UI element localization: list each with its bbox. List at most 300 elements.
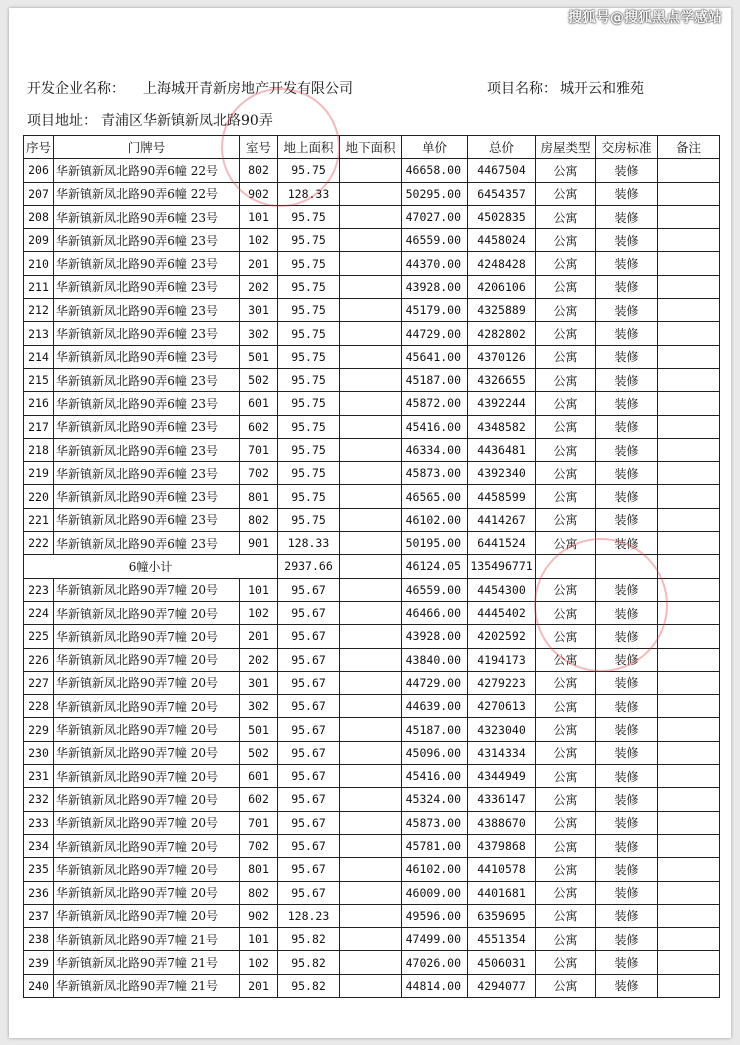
cell-under-area [340, 578, 402, 601]
cell-under-area [340, 299, 402, 322]
cell-type [536, 555, 596, 578]
cell-under-area [340, 438, 402, 461]
cell-total: 4392340 [468, 462, 536, 485]
cell-note [658, 485, 720, 508]
cell-price: 46559.00 [402, 229, 468, 252]
cell-type: 公寓 [536, 205, 596, 228]
cell-area: 95.67 [278, 881, 340, 904]
cell-no: 214 [24, 345, 54, 368]
cell-standard: 装修 [596, 485, 658, 508]
cell-standard: 装修 [596, 671, 658, 694]
cell-address: 华新镇新凤北路90弄7幢 20号 [54, 718, 240, 741]
cell-price: 44639.00 [402, 695, 468, 718]
header-no: 序号 [24, 136, 54, 159]
table-row [24, 508, 720, 531]
header-under-area: 地下面积 [340, 136, 402, 159]
cell-total: 4336147 [468, 788, 536, 811]
cell-note [658, 951, 720, 974]
cell-total: 4506031 [468, 951, 536, 974]
header-address: 门牌号 [54, 136, 240, 159]
cell-under-area [340, 904, 402, 927]
cell-room: 501 [240, 718, 278, 741]
cell-type: 公寓 [536, 671, 596, 694]
cell-type: 公寓 [536, 462, 596, 485]
cell-total: 4325889 [468, 299, 536, 322]
cell-area: 95.75 [278, 275, 340, 298]
cell-room: 701 [240, 811, 278, 834]
cell-standard: 装修 [596, 601, 658, 624]
cell-address: 华新镇新凤北路90弄7幢 21号 [54, 928, 240, 951]
cell-type: 公寓 [536, 974, 596, 997]
cell-note [658, 182, 720, 205]
cell-total: 4379868 [468, 834, 536, 857]
cell-no: 212 [24, 299, 54, 322]
cell-address: 华新镇新凤北路90弄6幢 23号 [54, 462, 240, 485]
cell-note [658, 462, 720, 485]
cell-total: 4445402 [468, 601, 536, 624]
cell-total: 4454300 [468, 578, 536, 601]
cell-standard: 装修 [596, 811, 658, 834]
cell-under-area [340, 625, 402, 648]
cell-type: 公寓 [536, 695, 596, 718]
table-row [24, 462, 720, 485]
table-row [24, 322, 720, 345]
cell-no: 207 [24, 182, 54, 205]
cell-room: 201 [240, 252, 278, 275]
cell-area: 95.75 [278, 368, 340, 391]
table-row [24, 205, 720, 228]
cell-standard [596, 555, 658, 578]
cell-area: 95.75 [278, 508, 340, 531]
cell-total: 4410578 [468, 858, 536, 881]
cell-type: 公寓 [536, 508, 596, 531]
cell-total: 4551354 [468, 928, 536, 951]
cell-price: 44814.00 [402, 974, 468, 997]
cell-under-area [340, 834, 402, 857]
cell-under-area [340, 462, 402, 485]
cell-total: 4194173 [468, 648, 536, 671]
table-row [24, 951, 720, 974]
cell-note [658, 718, 720, 741]
cell-total: 4282802 [468, 322, 536, 345]
cell-room: 902 [240, 904, 278, 927]
cell-area: 95.82 [278, 951, 340, 974]
cell-price: 50195.00 [402, 532, 468, 555]
cell-note [658, 788, 720, 811]
cell-note [658, 368, 720, 391]
cell-no: 227 [24, 671, 54, 694]
cell-address: 华新镇新凤北路90弄7幢 20号 [54, 601, 240, 624]
cell-room: 101 [240, 578, 278, 601]
table-row [24, 578, 720, 601]
cell-room: 601 [240, 392, 278, 415]
table-row [24, 671, 720, 694]
cell-room: 502 [240, 741, 278, 764]
cell-total: 4414267 [468, 508, 536, 531]
cell-note [658, 928, 720, 951]
cell-area: 128.23 [278, 904, 340, 927]
cell-no: 237 [24, 904, 54, 927]
cell-no: 216 [24, 392, 54, 415]
cell-total: 4294077 [468, 974, 536, 997]
cell-no: 220 [24, 485, 54, 508]
cell-room: 601 [240, 765, 278, 788]
cell-note [658, 741, 720, 764]
cell-room: 802 [240, 159, 278, 182]
table-row [24, 625, 720, 648]
header-type: 房屋类型 [536, 136, 596, 159]
cell-area: 95.67 [278, 811, 340, 834]
cell-total: 4326655 [468, 368, 536, 391]
cell-type: 公寓 [536, 299, 596, 322]
cell-note [658, 275, 720, 298]
cell-standard: 装修 [596, 788, 658, 811]
cell-area: 95.67 [278, 788, 340, 811]
cell-room: 301 [240, 299, 278, 322]
cell-under-area [340, 788, 402, 811]
cell-under-area [340, 275, 402, 298]
cell-under-area [340, 928, 402, 951]
cell-room: 702 [240, 462, 278, 485]
cell-standard: 装修 [596, 928, 658, 951]
cell-standard: 装修 [596, 951, 658, 974]
cell-no: 240 [24, 974, 54, 997]
cell-area: 95.75 [278, 205, 340, 228]
cell-area: 95.82 [278, 974, 340, 997]
cell-type: 公寓 [536, 765, 596, 788]
cell-price: 45781.00 [402, 834, 468, 857]
cell-area: 95.67 [278, 601, 340, 624]
address-label: 项目地址： [27, 113, 97, 129]
cell-under-area [340, 205, 402, 228]
cell-standard: 装修 [596, 438, 658, 461]
table-row [24, 601, 720, 624]
cell-type: 公寓 [536, 415, 596, 438]
cell-area: 95.67 [278, 741, 340, 764]
cell-note [658, 695, 720, 718]
table-row [24, 718, 720, 741]
cell-total: 4436481 [468, 438, 536, 461]
cell-price: 46565.00 [402, 485, 468, 508]
cell-address: 华新镇新凤北路90弄7幢 20号 [54, 858, 240, 881]
cell-room: 202 [240, 275, 278, 298]
cell-standard: 装修 [596, 345, 658, 368]
cell-no: 218 [24, 438, 54, 461]
cell-total: 4314334 [468, 741, 536, 764]
cell-no: 224 [24, 601, 54, 624]
table-row [24, 904, 720, 927]
cell-no: 232 [24, 788, 54, 811]
cell-price: 45324.00 [402, 788, 468, 811]
cell-area: 95.67 [278, 578, 340, 601]
cell-address: 华新镇新凤北路90弄7幢 20号 [54, 671, 240, 694]
table-row [24, 345, 720, 368]
cell-note [658, 578, 720, 601]
project-name: 城开云和雅苑 [560, 81, 644, 97]
cell-total: 4323040 [468, 718, 536, 741]
cell-under-area [340, 648, 402, 671]
cell-no: 228 [24, 695, 54, 718]
cell-total: 6454357 [468, 182, 536, 205]
cell-area: 95.75 [278, 159, 340, 182]
table-row [24, 229, 720, 252]
table-header-row [24, 136, 720, 159]
table-row [24, 275, 720, 298]
cell-under-area [340, 671, 402, 694]
table-row [24, 741, 720, 764]
cell-note [658, 858, 720, 881]
cell-total: 4458024 [468, 229, 536, 252]
table-row [24, 299, 720, 322]
cell-price: 43928.00 [402, 275, 468, 298]
cell-standard: 装修 [596, 904, 658, 927]
cell-under-area [340, 881, 402, 904]
table-row [24, 532, 720, 555]
table-row [24, 974, 720, 997]
cell-standard: 装修 [596, 508, 658, 531]
cell-price: 46334.00 [402, 438, 468, 461]
cell-price: 46124.05 [402, 555, 468, 578]
header-price: 单价 [402, 136, 468, 159]
cell-type: 公寓 [536, 368, 596, 391]
header-total: 总价 [468, 136, 536, 159]
table-row [24, 834, 720, 857]
header-note: 备注 [658, 136, 720, 159]
cell-address: 华新镇新凤北路90弄6幢 23号 [54, 392, 240, 415]
cell-under-area [340, 322, 402, 345]
cell-area: 95.67 [278, 625, 340, 648]
cell-address: 华新镇新凤北路90弄6幢 23号 [54, 345, 240, 368]
cell-address: 华新镇新凤北路90弄6幢 23号 [54, 532, 240, 555]
price-table [23, 135, 720, 998]
cell-address: 华新镇新凤北路90弄6幢 23号 [54, 205, 240, 228]
cell-price: 46559.00 [402, 578, 468, 601]
cell-standard: 装修 [596, 625, 658, 648]
cell-note [658, 392, 720, 415]
cell-address: 华新镇新凤北路90弄7幢 20号 [54, 625, 240, 648]
cell-area: 95.75 [278, 229, 340, 252]
cell-area: 95.75 [278, 392, 340, 415]
cell-address: 华新镇新凤北路90弄7幢 20号 [54, 904, 240, 927]
cell-note [658, 625, 720, 648]
cell-area: 128.33 [278, 182, 340, 205]
cell-no: 217 [24, 415, 54, 438]
cell-type: 公寓 [536, 578, 596, 601]
cell-no: 235 [24, 858, 54, 881]
table-row [24, 485, 720, 508]
cell-price: 47499.00 [402, 928, 468, 951]
cell-type: 公寓 [536, 345, 596, 368]
cell-total: 135496771 [468, 555, 536, 578]
cell-price: 43928.00 [402, 625, 468, 648]
cell-price: 46102.00 [402, 858, 468, 881]
cell-standard: 装修 [596, 648, 658, 671]
cell-standard: 装修 [596, 275, 658, 298]
cell-note [658, 508, 720, 531]
cell-type: 公寓 [536, 182, 596, 205]
cell-total: 4202592 [468, 625, 536, 648]
cell-address: 华新镇新凤北路90弄7幢 20号 [54, 881, 240, 904]
cell-standard: 装修 [596, 881, 658, 904]
cell-standard: 装修 [596, 858, 658, 881]
cell-address: 华新镇新凤北路90弄6幢 22号 [54, 159, 240, 182]
cell-standard: 装修 [596, 695, 658, 718]
cell-address: 华新镇新凤北路90弄6幢 23号 [54, 322, 240, 345]
cell-price: 45641.00 [402, 345, 468, 368]
header-room: 室号 [240, 136, 278, 159]
table-row [24, 415, 720, 438]
cell-price: 45416.00 [402, 765, 468, 788]
cell-under-area [340, 695, 402, 718]
cell-type: 公寓 [536, 928, 596, 951]
cell-price: 45187.00 [402, 368, 468, 391]
cell-address: 华新镇新凤北路90弄7幢 20号 [54, 578, 240, 601]
cell-under-area [340, 555, 402, 578]
cell-under-area [340, 601, 402, 624]
cell-standard: 装修 [596, 182, 658, 205]
table-row [24, 788, 720, 811]
cell-address: 华新镇新凤北路90弄6幢 23号 [54, 438, 240, 461]
cell-price: 45179.00 [402, 299, 468, 322]
table-row [24, 765, 720, 788]
cell-room: 201 [240, 625, 278, 648]
cell-address: 华新镇新凤北路90弄6幢 23号 [54, 252, 240, 275]
table-row [24, 858, 720, 881]
cell-type: 公寓 [536, 625, 596, 648]
cell-total: 4279223 [468, 671, 536, 694]
cell-total: 4270613 [468, 695, 536, 718]
cell-address: 华新镇新凤北路90弄6幢 22号 [54, 182, 240, 205]
cell-address: 华新镇新凤北路90弄7幢 20号 [54, 648, 240, 671]
cell-area: 95.82 [278, 928, 340, 951]
cell-area: 95.75 [278, 345, 340, 368]
cell-area: 95.67 [278, 648, 340, 671]
cell-note [658, 904, 720, 927]
cell-type: 公寓 [536, 275, 596, 298]
cell-room: 501 [240, 345, 278, 368]
cell-type: 公寓 [536, 788, 596, 811]
cell-price: 49596.00 [402, 904, 468, 927]
cell-price: 50295.00 [402, 182, 468, 205]
cell-no: 223 [24, 578, 54, 601]
cell-no: 219 [24, 462, 54, 485]
cell-standard: 装修 [596, 322, 658, 345]
cell-no: 239 [24, 951, 54, 974]
document-page [9, 8, 731, 1038]
cell-type: 公寓 [536, 392, 596, 415]
cell-no: 238 [24, 928, 54, 951]
address-value: 青浦区华新镇新凤北路90弄 [101, 113, 273, 129]
cell-room: 502 [240, 368, 278, 391]
cell-area: 95.75 [278, 485, 340, 508]
cell-no: 225 [24, 625, 54, 648]
table-row [24, 695, 720, 718]
cell-note [658, 532, 720, 555]
cell-room: 302 [240, 695, 278, 718]
subtotal-row [24, 555, 720, 578]
cell-price: 43840.00 [402, 648, 468, 671]
cell-type: 公寓 [536, 834, 596, 857]
cell-address: 华新镇新凤北路90弄6幢 23号 [54, 275, 240, 298]
cell-room: 101 [240, 205, 278, 228]
cell-total: 4248428 [468, 252, 536, 275]
cell-price: 45873.00 [402, 462, 468, 485]
cell-address: 华新镇新凤北路90弄7幢 20号 [54, 834, 240, 857]
cell-address: 华新镇新凤北路90弄6幢 23号 [54, 368, 240, 391]
cell-type: 公寓 [536, 485, 596, 508]
cell-room: 602 [240, 415, 278, 438]
cell-total: 4502835 [468, 205, 536, 228]
subtotal-label: 6幢小计 [24, 555, 278, 578]
cell-standard: 装修 [596, 159, 658, 182]
header-standard: 交房标准 [596, 136, 658, 159]
cell-room: 802 [240, 508, 278, 531]
cell-type: 公寓 [536, 881, 596, 904]
cell-no: 231 [24, 765, 54, 788]
cell-type: 公寓 [536, 438, 596, 461]
cell-price: 46102.00 [402, 508, 468, 531]
cell-note [658, 438, 720, 461]
cell-no: 213 [24, 322, 54, 345]
cell-price: 44370.00 [402, 252, 468, 275]
cell-no: 208 [24, 205, 54, 228]
cell-under-area [340, 741, 402, 764]
cell-room: 702 [240, 834, 278, 857]
cell-address: 华新镇新凤北路90弄6幢 23号 [54, 299, 240, 322]
cell-standard: 装修 [596, 834, 658, 857]
cell-area: 95.67 [278, 834, 340, 857]
cell-type: 公寓 [536, 811, 596, 834]
cell-note [658, 834, 720, 857]
table-row [24, 159, 720, 182]
cell-note [658, 601, 720, 624]
table-row [24, 368, 720, 391]
cell-note [658, 881, 720, 904]
cell-room: 101 [240, 928, 278, 951]
cell-price: 45873.00 [402, 811, 468, 834]
cell-area: 95.67 [278, 671, 340, 694]
cell-room: 102 [240, 601, 278, 624]
cell-address: 华新镇新凤北路90弄7幢 20号 [54, 788, 240, 811]
cell-standard: 装修 [596, 741, 658, 764]
cell-under-area [340, 718, 402, 741]
cell-no: 209 [24, 229, 54, 252]
cell-room: 602 [240, 788, 278, 811]
cell-area: 95.67 [278, 765, 340, 788]
cell-standard: 装修 [596, 392, 658, 415]
cell-room: 202 [240, 648, 278, 671]
cell-no: 210 [24, 252, 54, 275]
cell-area: 95.67 [278, 718, 340, 741]
cell-standard: 装修 [596, 532, 658, 555]
cell-type: 公寓 [536, 322, 596, 345]
cell-under-area [340, 974, 402, 997]
cell-standard: 装修 [596, 462, 658, 485]
cell-type: 公寓 [536, 718, 596, 741]
cell-room: 901 [240, 532, 278, 555]
cell-address: 华新镇新凤北路90弄6幢 23号 [54, 229, 240, 252]
cell-under-area [340, 811, 402, 834]
cell-area: 95.75 [278, 252, 340, 275]
cell-under-area [340, 532, 402, 555]
cell-note [658, 322, 720, 345]
cell-no: 230 [24, 741, 54, 764]
cell-under-area [340, 858, 402, 881]
table-row [24, 438, 720, 461]
cell-type: 公寓 [536, 252, 596, 275]
cell-type: 公寓 [536, 601, 596, 624]
cell-price: 44729.00 [402, 671, 468, 694]
